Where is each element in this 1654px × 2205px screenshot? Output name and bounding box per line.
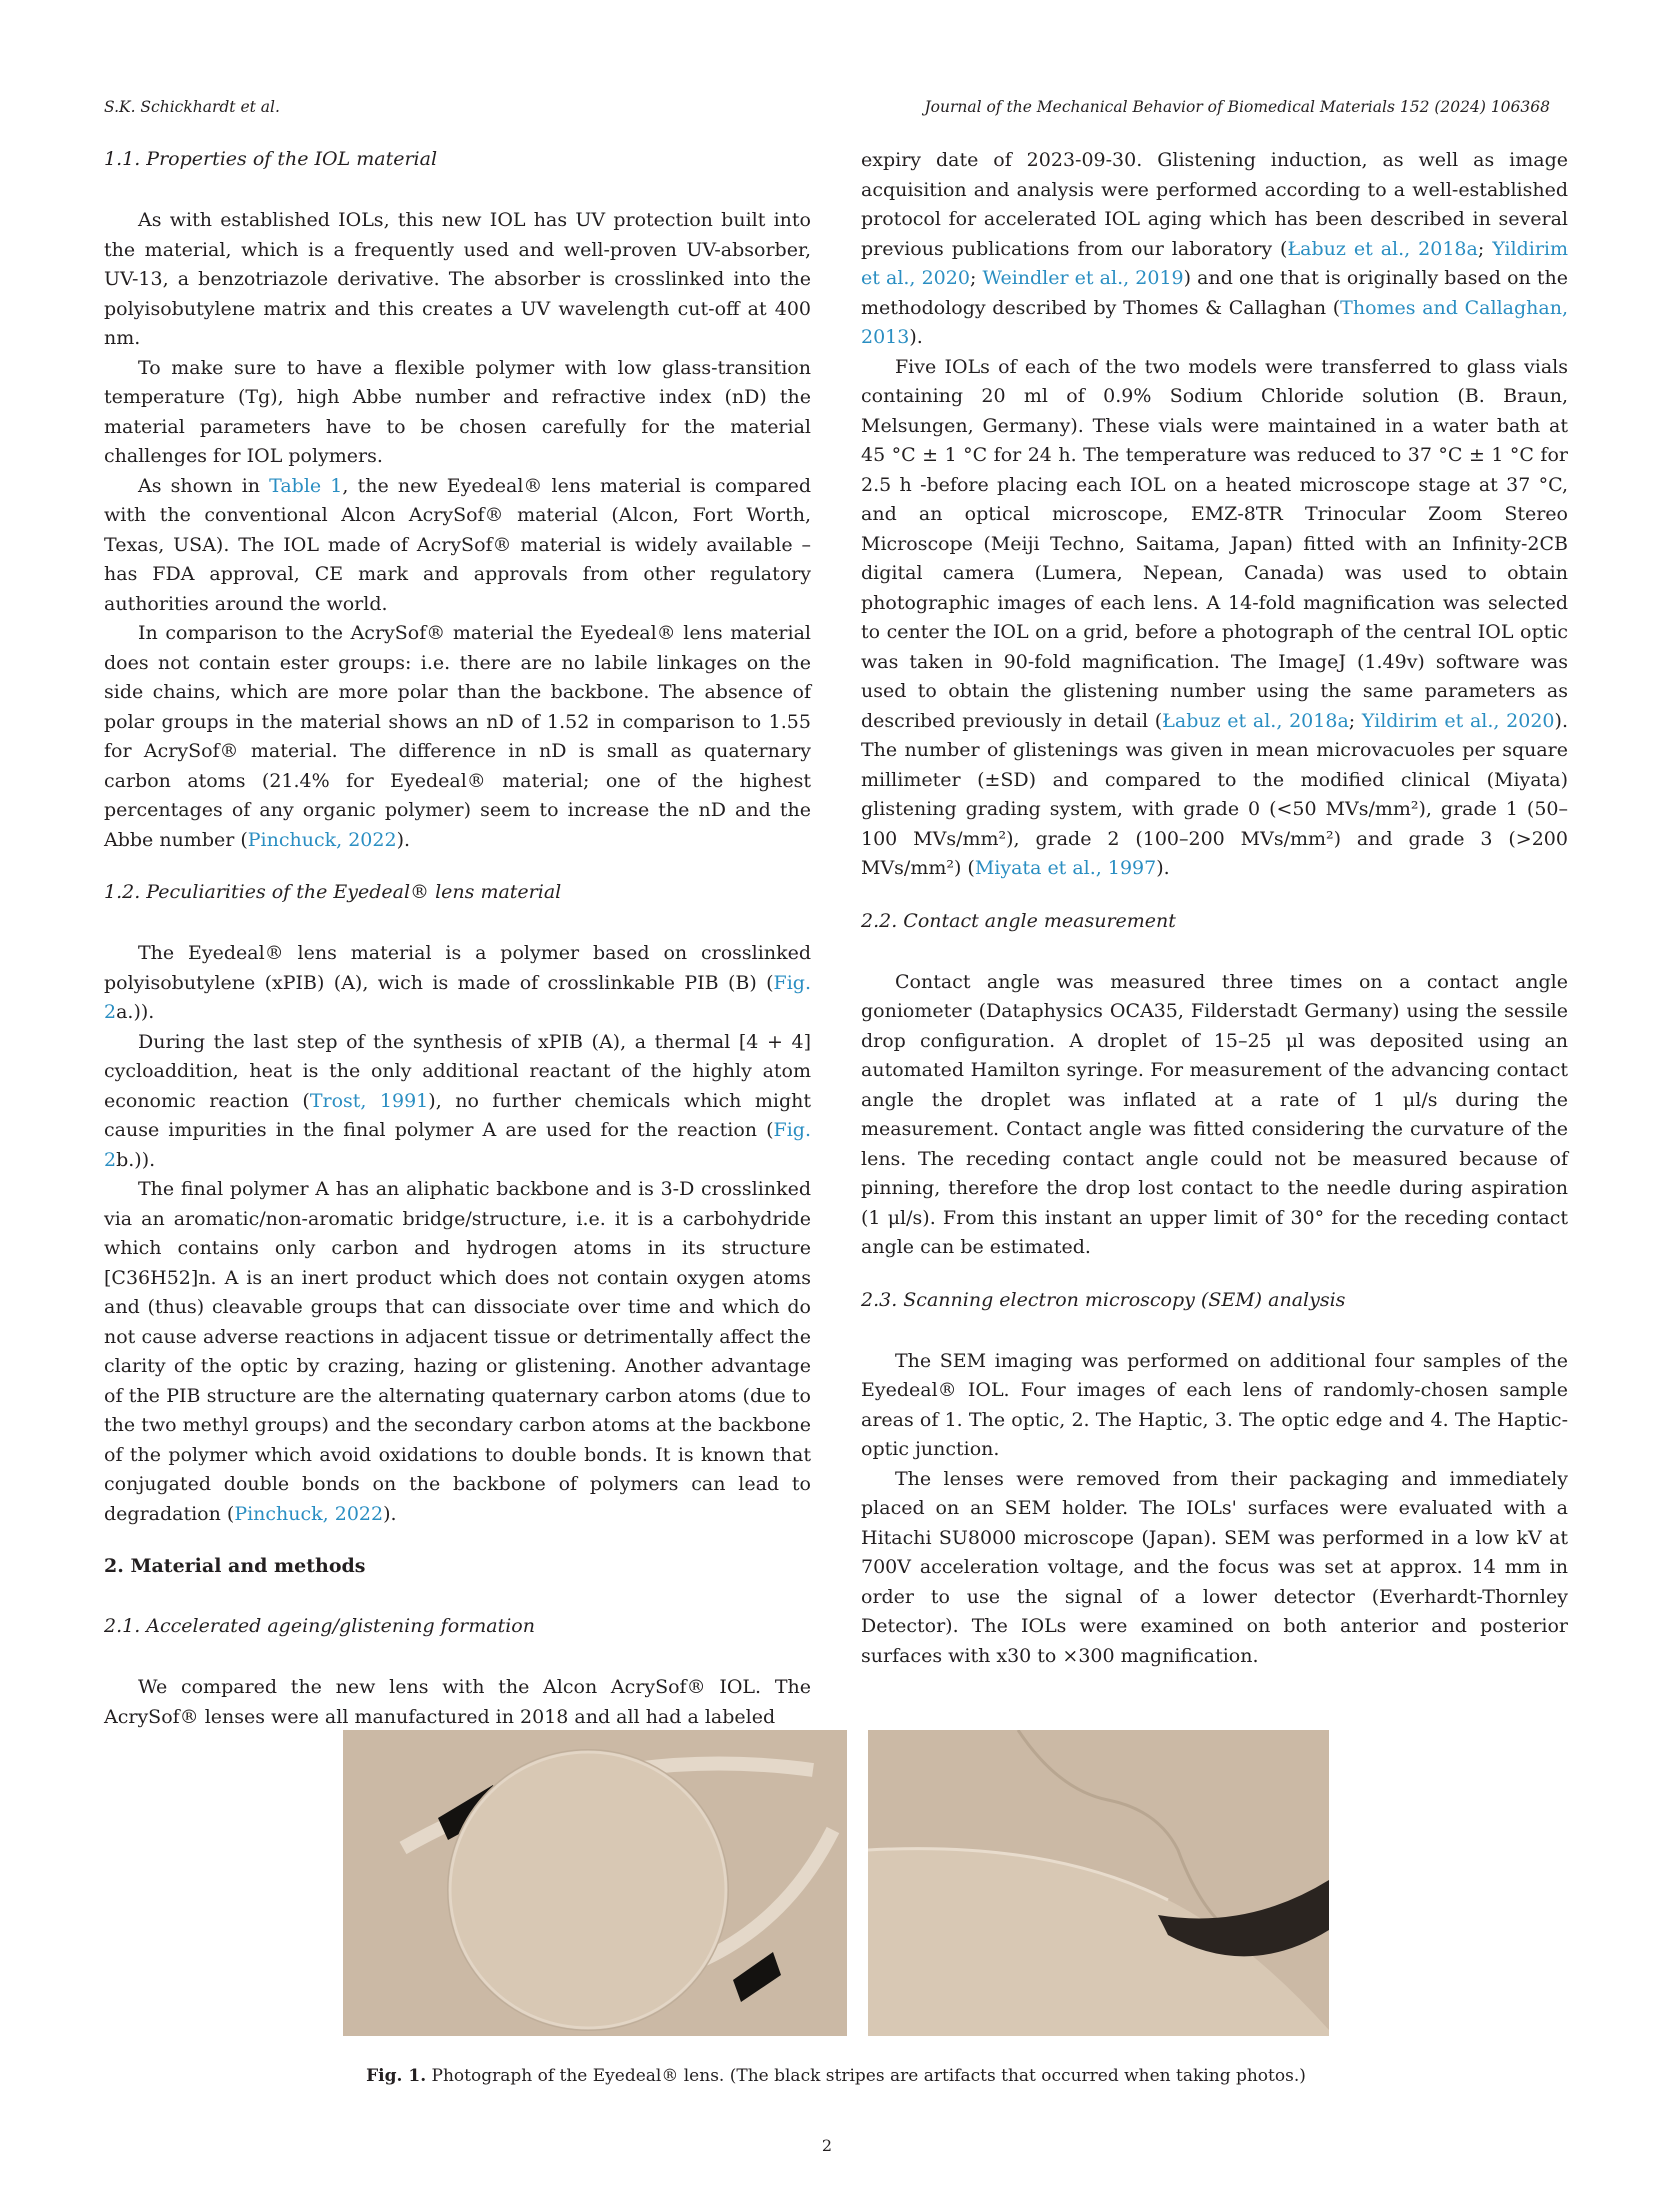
- paragraph: The Eyedeal® lens material is a polymer based on crosslinked polyisobutylene (xPIB) (A), wich is made of crosslinkable PIB (B) (Fig. 2a.)).: [104, 942, 811, 1023]
- lens-photo-full-view: [343, 1730, 847, 2036]
- running-header-authors: S.K. Schickhardt et al.: [104, 98, 280, 116]
- section-heading-1-1: 1.1. Properties of the IOL material: [104, 148, 438, 170]
- lens-photo-detail-view: [868, 1730, 1329, 2036]
- figure-link[interactable]: Fig. 2: [104, 1119, 811, 1171]
- citation-link[interactable]: Pinchuck, 2022: [234, 1502, 384, 1525]
- paragraph: As shown in Table 1, the new Eyedeal® lens material is compared with the conventional Alcon AcrySof® material (Alcon, Fort Worth, Texas, USA). The IOL made of AcrySof® material is widely available – has FDA approval, CE mark and approvals from other regulatory authorities around the world.: [104, 474, 811, 615]
- citation-link[interactable]: Yildirim et al., 2020: [1361, 709, 1555, 732]
- paragraph: The SEM imaging was performed on additional four samples of the Eyedeal® IOL. Four images of each lens of randomly-chosen sample areas of 1. The optic, 2. The Haptic, 3. The optic edge and 4. The Haptic-optic junction.: [861, 1349, 1568, 1460]
- left-column: [104, 146, 811, 1732]
- citation-link[interactable]: Pinchuck, 2022: [247, 828, 397, 851]
- paragraph: Contact angle was measured three times on a contact angle goniometer (Dataphysics OCA35, Filderstadt Germany) using the sessile drop configuration. A droplet of 15–25 μl was deposited using an automated Hamilton syringe. For measurement of the advancing contact angle the droplet was inflated at a rate of 1 μl/s during the measurement. Contact angle was fitted considering the curvature of the lens. The receding contact angle could not be measured because of pinning, therefore the drop lost contact to the needle during aspiration (1 μl/s). From this instant an upper limit of 30° for the receding contact angle can be estimated.: [861, 970, 1568, 1258]
- table-link[interactable]: Table 1: [269, 474, 343, 497]
- figure-label: Fig. 1.: [366, 2066, 427, 2086]
- section-heading-2: 2. Material and methods: [104, 1555, 366, 1577]
- section-heading-2-3: 2.3. Scanning electron microscopy (SEM) analysis: [861, 1288, 1346, 1311]
- citation-link[interactable]: Trost, 1991: [309, 1089, 429, 1112]
- paragraph: Five IOLs of each of the two models were transferred to glass vials containing 20 ml of 0.9% Sodium Chloride solution (B. Braun, Melsungen, Germany). These vials were maintained in a water bath at 45 °C ± 1 °C for 24 h. The temperature was reduced to 37 °C ± 1 °C for 2.5 h -before placing each IOL on a heated microscope stage at 37 °C, and an optical microscope, EMZ-8TR Trinocular Zoom Stereo Microscope (Meiji Techno, Saitama, Japan) fitted with an Infinity-2CB digital camera (Lumera, Nepean, Canada) was used to obtain photographic images of each lens. A 14-fold magnification was selected to center the IOL on a grid, before a photograph of the central IOL optic was taken in 90-fold magnification. The ImageJ (1.49v) software was used to obtain the glistening number using the same parameters as described previously in detail (Łabuz et al., 2018a; Yildirim et al., 2020). The number of glistenings was given in mean microvacuoles per square millimeter (±SD) and compared to the modified clinical (Miyata) glistening grading system, with grade 0 (<50 MVs/mm²), grade 1 (50–100 MVs/mm²), grade 2 (100–200 MVs/mm²) and grade 3 (>200 MVs/mm²) (Miyata et al., 1997).: [861, 355, 1568, 879]
- paragraph: As with established IOLs, this new IOL has UV protection built into the material, which is a frequently used and well-proven UV-absorber, UV-13, a benzotriazole derivative. The absorber is crosslinked into the polyisobutylene matrix and this creates a UV wavelength cut-off at 400 nm.: [104, 209, 811, 349]
- paragraph: expiry date of 2023-09-30. Glistening induction, as well as image acquisition and analysis were performed according to a well-established protocol for accelerated IOL aging which has been described in several previous publications from our laboratory (Łabuz et al., 2018a; Yildirim et al., 2020; Weindler et al., 2019) and one that is originally based on the methodology described by Thomes & Callaghan (Thomes and Callaghan, 2013).: [861, 149, 1568, 348]
- paragraph: The lenses were removed from their packaging and immediately placed on an SEM holder. The IOLs' surfaces were evaluated with a Hitachi SU8000 microscope (Japan). SEM was performed in a low kV at 700V acceleration voltage, and the focus was set at approx. 14 mm in order to use the signal of a lower detector (Everhardt-Thornley Detector). The IOLs were examined on both anterior and posterior surfaces with x30 to ×300 magnification.: [861, 1467, 1568, 1667]
- citation-link[interactable]: Thomes and Callaghan, 2013: [861, 296, 1568, 348]
- section-heading-2-1: 2.1. Accelerated ageing/glistening formation: [104, 1615, 535, 1637]
- section-heading-2-2: 2.2. Contact angle measurement: [861, 909, 1176, 932]
- paragraph: To make sure to have a flexible polymer with low glass-transition temperature (Tg), high Abbe number and refractive index (nD) the material parameters have to be chosen carefully for the material challenges for IOL polymers.: [104, 356, 811, 467]
- figure-caption: Fig. 1. Photograph of the Eyedeal® lens. (The black stripes are artifacts that occurred when taking photos.): [366, 2066, 1306, 2086]
- page-number: 2: [821, 2136, 833, 2155]
- right-column: [861, 146, 1568, 1671]
- section-heading-1-2: 1.2. Peculiarities of the Eyedeal® lens material: [104, 881, 562, 903]
- figure-link[interactable]: Fig. 2: [104, 971, 811, 1023]
- citation-link[interactable]: Miyata et al., 1997: [974, 857, 1157, 879]
- paragraph: In comparison to the AcrySof® material the Eyedeal® lens material does not contain ester groups: i.e. there are no labile linkages on the side chains, which are more polar than the backbone. The absence of polar groups in the material shows an nD of 1.52 in comparison to 1.55 for AcrySof® material. The difference in nD is small as quaternary carbon atoms (21.4% for Eyedeal® material; one of the highest percentages of any organic polymer) seem to increase the nD and the Abbe number (Pinchuck, 2022).: [104, 622, 811, 851]
- paragraph: We compared the new lens with the Alcon AcrySof® IOL. The AcrySof® lenses were all manufactured in 2018 and all had a labeled: [104, 1676, 811, 1728]
- running-header-journal: Journal of the Mechanical Behavior of Biomedical Materials 152 (2024) 106368: [924, 98, 1550, 116]
- citation-link[interactable]: Łabuz et al., 2018a: [1162, 709, 1349, 732]
- paragraph: The final polymer A has an aliphatic backbone and is 3-D crosslinked via an aromatic/non-aromatic bridge/structure, i.e. it is a carbohydride which contains only carbon and hydrogen atoms in its structure [C36H52]n. A is an inert product which does not contain oxygen atoms and (thus) cleavable groups that can dissociate over time and which do not cause adverse reactions in adjacent tissue or detrimentally affect the clarity of the optic by crazing, hazing or glistening. Another advantage of the PIB structure are the alternating quaternary carbon atoms (due to the two methyl groups) and the secondary carbon atoms at the backbone of the polymer which avoid oxidations to double bonds. It is known that conjugated double bonds on the backbone of polymers can lead to degradation (Pinchuck, 2022).: [104, 1178, 811, 1525]
- paragraph: During the last step of the synthesis of xPIB (A), a thermal [4 + 4] cycloaddition, heat is the only additional reactant of the highly atom economic reaction (Trost, 1991), no further chemicals which might cause impurities in the final polymer A are used for the reaction (Fig. 2b.)).: [104, 1030, 811, 1171]
- citation-link[interactable]: Weindler et al., 2019: [982, 267, 1184, 289]
- citation-link[interactable]: Yildirim et al., 2020: [861, 237, 1568, 289]
- citation-link[interactable]: Łabuz et al., 2018a: [1287, 237, 1478, 260]
